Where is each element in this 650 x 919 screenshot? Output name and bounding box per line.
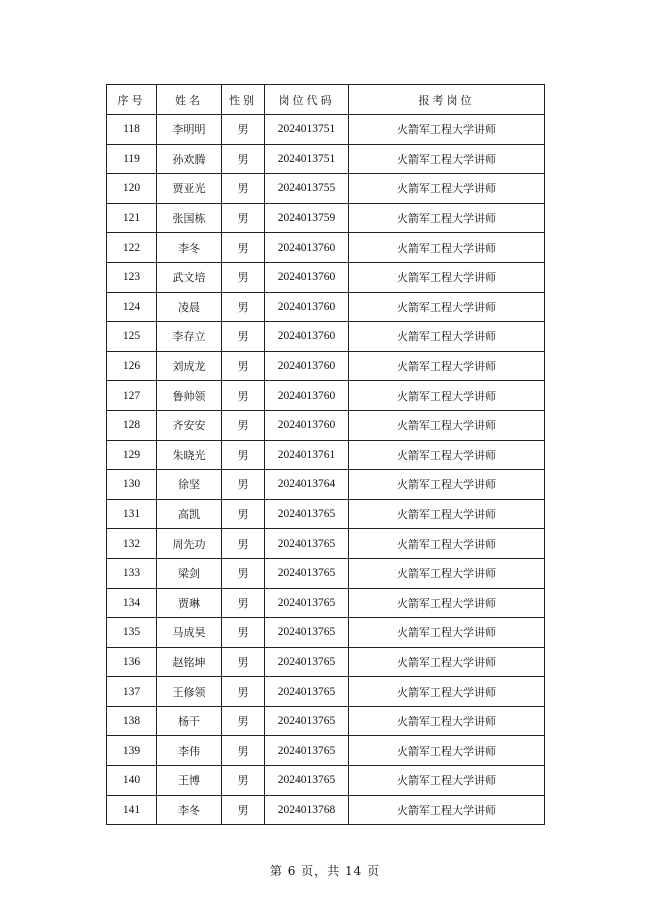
cell-post: 火箭军工程大学讲师 xyxy=(349,381,545,411)
cell-post: 火箭军工程大学讲师 xyxy=(349,588,545,618)
table-row xyxy=(107,440,545,470)
cell-gender: 男 xyxy=(222,470,265,500)
cell-seq: 133 xyxy=(107,558,157,588)
cell-code: 2024013765 xyxy=(265,736,349,766)
cell-gender: 男 xyxy=(222,351,265,381)
cell-gender: 男 xyxy=(222,736,265,766)
cell-name: 徐坚 xyxy=(157,470,222,500)
table-row xyxy=(107,499,545,529)
cell-seq: 122 xyxy=(107,233,157,263)
cell-name: 贾亚光 xyxy=(157,174,222,204)
cell-seq: 139 xyxy=(107,736,157,766)
cell-post: 火箭军工程大学讲师 xyxy=(349,233,545,263)
cell-code: 2024013761 xyxy=(265,440,349,470)
cell-gender: 男 xyxy=(222,381,265,411)
cell-seq: 118 xyxy=(107,115,157,145)
table-row xyxy=(107,203,545,233)
table-row xyxy=(107,262,545,292)
cell-gender: 男 xyxy=(222,706,265,736)
table-row xyxy=(107,144,545,174)
cell-post: 火箭军工程大学讲师 xyxy=(349,618,545,648)
cell-name: 贾琳 xyxy=(157,588,222,618)
cell-gender: 男 xyxy=(222,499,265,529)
cell-seq: 134 xyxy=(107,588,157,618)
cell-seq: 138 xyxy=(107,706,157,736)
cell-gender: 男 xyxy=(222,144,265,174)
cell-name: 鲁帅领 xyxy=(157,381,222,411)
cell-seq: 132 xyxy=(107,529,157,559)
page-number-footer: 第 6 页，共 14 页 xyxy=(269,864,381,878)
cell-seq: 135 xyxy=(107,618,157,648)
cell-name: 王博 xyxy=(157,766,222,796)
table-row xyxy=(107,647,545,677)
cell-gender: 男 xyxy=(222,647,265,677)
cell-seq: 119 xyxy=(107,144,157,174)
cell-gender: 男 xyxy=(222,795,265,825)
cell-code: 2024013768 xyxy=(265,795,349,825)
cell-seq: 125 xyxy=(107,322,157,352)
cell-gender: 男 xyxy=(222,262,265,292)
cell-post: 火箭军工程大学讲师 xyxy=(349,203,545,233)
cell-code: 2024013760 xyxy=(265,233,349,263)
cell-post: 火箭军工程大学讲师 xyxy=(349,115,545,145)
header-gender: 性别 xyxy=(222,85,265,115)
cell-seq: 130 xyxy=(107,470,157,500)
table-row xyxy=(107,529,545,559)
table-row xyxy=(107,351,545,381)
table-row xyxy=(107,706,545,736)
cell-name: 刘成龙 xyxy=(157,351,222,381)
cell-code: 2024013755 xyxy=(265,174,349,204)
cell-gender: 男 xyxy=(222,588,265,618)
cell-gender: 男 xyxy=(222,410,265,440)
table-row xyxy=(107,795,545,825)
cell-post: 火箭军工程大学讲师 xyxy=(349,766,545,796)
cell-post: 火箭军工程大学讲师 xyxy=(349,410,545,440)
cell-code: 2024013760 xyxy=(265,322,349,352)
cell-gender: 男 xyxy=(222,529,265,559)
cell-post: 火箭军工程大学讲师 xyxy=(349,706,545,736)
cell-post: 火箭军工程大学讲师 xyxy=(349,558,545,588)
cell-post: 火箭军工程大学讲师 xyxy=(349,262,545,292)
table-row xyxy=(107,736,545,766)
cell-name: 李冬 xyxy=(157,233,222,263)
table-row xyxy=(107,381,545,411)
cell-name: 李伟 xyxy=(157,736,222,766)
cell-name: 李存立 xyxy=(157,322,222,352)
cell-seq: 140 xyxy=(107,766,157,796)
cell-post: 火箭军工程大学讲师 xyxy=(349,529,545,559)
cell-code: 2024013760 xyxy=(265,262,349,292)
table-row xyxy=(107,588,545,618)
cell-code: 2024013765 xyxy=(265,588,349,618)
cell-seq: 120 xyxy=(107,174,157,204)
cell-seq: 126 xyxy=(107,351,157,381)
cell-name: 孙欢腾 xyxy=(157,144,222,174)
cell-name: 梁剑 xyxy=(157,558,222,588)
cell-code: 2024013760 xyxy=(265,351,349,381)
table-header-row xyxy=(107,85,545,115)
cell-name: 凌晨 xyxy=(157,292,222,322)
cell-name: 武文培 xyxy=(157,262,222,292)
cell-code: 2024013765 xyxy=(265,618,349,648)
cell-seq: 121 xyxy=(107,203,157,233)
cell-gender: 男 xyxy=(222,292,265,322)
table-row xyxy=(107,115,545,145)
cell-code: 2024013765 xyxy=(265,766,349,796)
cell-seq: 141 xyxy=(107,795,157,825)
candidate-table xyxy=(106,84,545,825)
cell-post: 火箭军工程大学讲师 xyxy=(349,440,545,470)
cell-name: 王修领 xyxy=(157,677,222,707)
cell-code: 2024013765 xyxy=(265,677,349,707)
cell-seq: 124 xyxy=(107,292,157,322)
cell-post: 火箭军工程大学讲师 xyxy=(349,174,545,204)
cell-code: 2024013760 xyxy=(265,381,349,411)
header-seq: 序号 xyxy=(107,85,157,115)
cell-code: 2024013765 xyxy=(265,706,349,736)
cell-gender: 男 xyxy=(222,203,265,233)
cell-seq: 123 xyxy=(107,262,157,292)
cell-name: 周先功 xyxy=(157,529,222,559)
cell-gender: 男 xyxy=(222,766,265,796)
cell-post: 火箭军工程大学讲师 xyxy=(349,677,545,707)
cell-code: 2024013765 xyxy=(265,499,349,529)
cell-post: 火箭军工程大学讲师 xyxy=(349,736,545,766)
cell-post: 火箭军工程大学讲师 xyxy=(349,292,545,322)
cell-code: 2024013765 xyxy=(265,529,349,559)
cell-gender: 男 xyxy=(222,677,265,707)
cell-code: 2024013759 xyxy=(265,203,349,233)
table-row xyxy=(107,233,545,263)
table-row xyxy=(107,410,545,440)
cell-code: 2024013751 xyxy=(265,115,349,145)
cell-seq: 137 xyxy=(107,677,157,707)
cell-code: 2024013764 xyxy=(265,470,349,500)
cell-name: 李明明 xyxy=(157,115,222,145)
cell-gender: 男 xyxy=(222,233,265,263)
cell-name: 赵铭坤 xyxy=(157,647,222,677)
cell-post: 火箭军工程大学讲师 xyxy=(349,795,545,825)
table-row xyxy=(107,322,545,352)
cell-name: 朱晓光 xyxy=(157,440,222,470)
cell-post: 火箭军工程大学讲师 xyxy=(349,499,545,529)
cell-name: 张国栋 xyxy=(157,203,222,233)
table-row xyxy=(107,470,545,500)
table-row xyxy=(107,677,545,707)
cell-code: 2024013765 xyxy=(265,647,349,677)
cell-post: 火箭军工程大学讲师 xyxy=(349,144,545,174)
cell-code: 2024013760 xyxy=(265,292,349,322)
cell-code: 2024013760 xyxy=(265,410,349,440)
table-row xyxy=(107,292,545,322)
cell-post: 火箭军工程大学讲师 xyxy=(349,322,545,352)
cell-seq: 128 xyxy=(107,410,157,440)
cell-seq: 131 xyxy=(107,499,157,529)
table-body xyxy=(107,115,545,825)
table-row xyxy=(107,618,545,648)
cell-post: 火箭军工程大学讲师 xyxy=(349,351,545,381)
header-post: 报考岗位 xyxy=(349,85,545,115)
cell-name: 高凯 xyxy=(157,499,222,529)
cell-seq: 127 xyxy=(107,381,157,411)
cell-seq: 136 xyxy=(107,647,157,677)
cell-seq: 129 xyxy=(107,440,157,470)
cell-gender: 男 xyxy=(222,322,265,352)
cell-name: 李冬 xyxy=(157,795,222,825)
table-row xyxy=(107,174,545,204)
cell-gender: 男 xyxy=(222,174,265,204)
cell-name: 齐安安 xyxy=(157,410,222,440)
cell-gender: 男 xyxy=(222,558,265,588)
cell-name: 杨干 xyxy=(157,706,222,736)
cell-code: 2024013751 xyxy=(265,144,349,174)
cell-gender: 男 xyxy=(222,115,265,145)
cell-gender: 男 xyxy=(222,440,265,470)
cell-code: 2024013765 xyxy=(265,558,349,588)
table-row xyxy=(107,558,545,588)
cell-post: 火箭军工程大学讲师 xyxy=(349,647,545,677)
cell-gender: 男 xyxy=(222,618,265,648)
cell-post: 火箭军工程大学讲师 xyxy=(349,470,545,500)
cell-name: 马成昊 xyxy=(157,618,222,648)
table-row xyxy=(107,766,545,796)
header-code: 岗位代码 xyxy=(265,85,349,115)
header-name: 姓名 xyxy=(157,85,222,115)
